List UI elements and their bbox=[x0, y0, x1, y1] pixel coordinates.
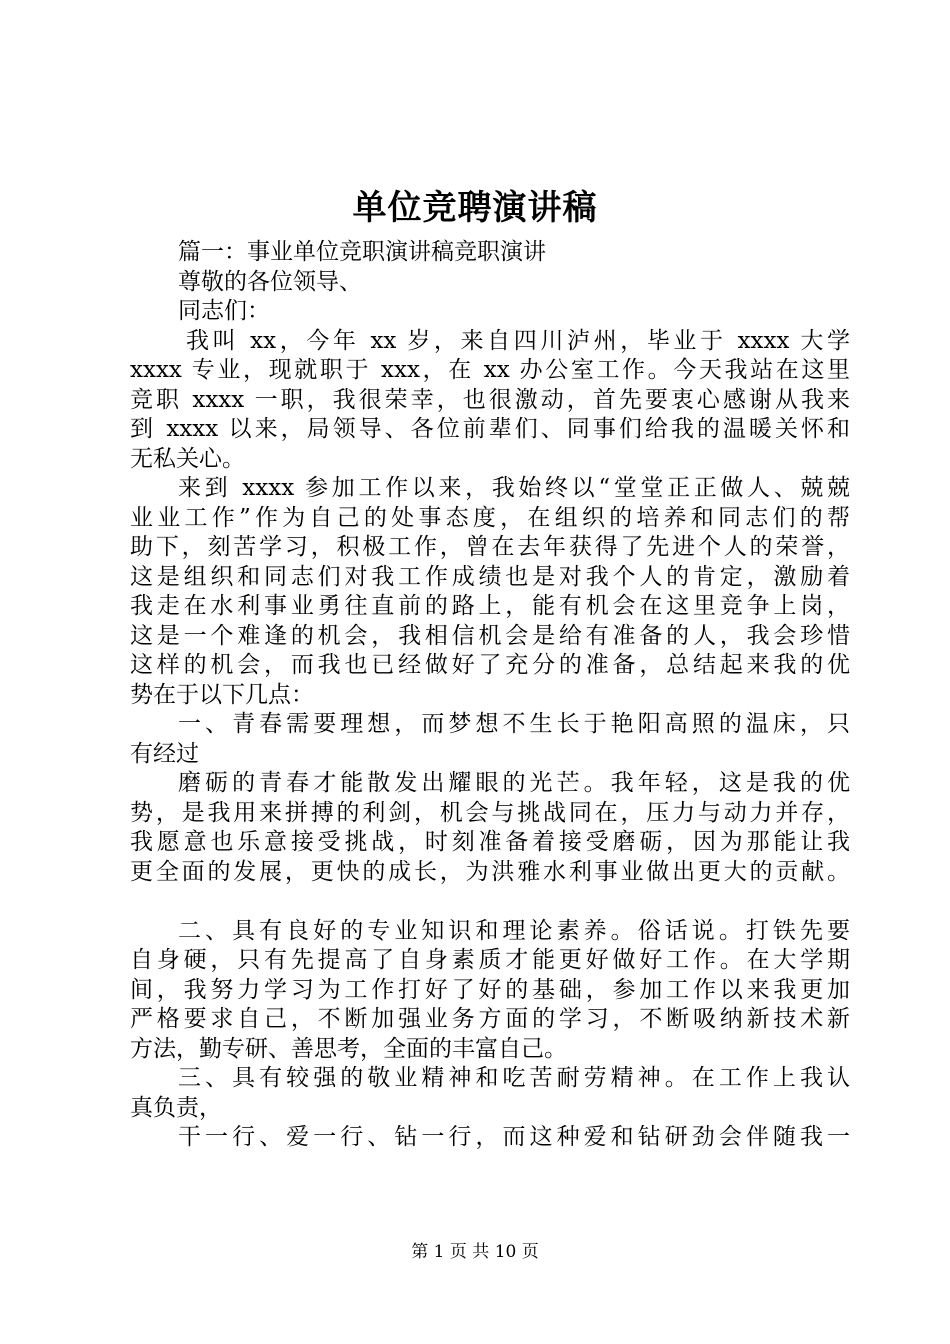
text-line: 助下，刻苦学习，积极工作，曾在去年获得了先进个人的荣誉， bbox=[130, 534, 850, 560]
text-line: 自身硬，只有先提高了自身素质才能更好做好工作。在大学期 bbox=[130, 947, 850, 973]
text-line: 间，我努力学习为工作打好了好的基础，参加工作以来我更加 bbox=[130, 976, 850, 1003]
text-line: 无私关心。 bbox=[130, 445, 245, 472]
document-title: 单位竞聘演讲稿 bbox=[352, 188, 598, 228]
text-line: 一、青春需要理想，而梦想不生长于艳阳高照的温床，只 bbox=[178, 711, 850, 737]
text-line: 干一行、爱一行、钻一行，而这种爱和钻研劲会伴随我一 bbox=[178, 1124, 850, 1150]
text-line: 到 xxxx 以来，局领导、各位前辈们、同事们给我的温暖关怀和 bbox=[130, 416, 850, 442]
text-line: 更全面的发展，更快的成长，为洪雅水利事业做出更大的贡献。 bbox=[130, 858, 850, 885]
text-line: 三、具有较强的敬业精神和吃苦耐劳精神。在工作上我认 bbox=[178, 1065, 850, 1091]
text-line: xxxx 专业，现就职于 xxx，在 xx 办公室工作。今天我站在这里 bbox=[130, 357, 850, 383]
text-line: 篇一：事业单位竞职演讲稿竞职演讲 bbox=[178, 239, 546, 265]
text-line: 同志们： bbox=[178, 298, 270, 324]
text-line: 这是组织和同志们对我工作成绩也是对我个人的肯定，激励着 bbox=[130, 563, 850, 590]
text-line: 来到 xxxx 参加工作以来，我始终以“堂堂正正做人、兢兢 bbox=[178, 475, 850, 501]
text-line: 真负责， bbox=[130, 1094, 222, 1121]
paragraph-gap bbox=[130, 887, 850, 917]
page-number-footer: 第 1 页 共 10 页 bbox=[411, 1242, 539, 1262]
text-line: 尊敬的各位领导、 bbox=[178, 268, 362, 295]
text-line: 竞职 xxxx 一职，我很荣幸，也很激动，首先要衷心感谢从我来 bbox=[130, 386, 850, 413]
text-line: 严格要求自己，不断加强业务方面的学习，不断吸纳新技术新 bbox=[130, 1006, 850, 1032]
text-line: 势在于以下几点： bbox=[130, 681, 314, 708]
text-line: 业业工作”作为自己的处事态度，在组织的培养和同志们的帮 bbox=[130, 504, 850, 531]
text-line: 我走在水利事业勇往直前的路上，能有机会在这里竞争上岗， bbox=[130, 593, 850, 619]
text-line: 势，是我用来拼搏的利剑，机会与挑战同在，压力与动力并存， bbox=[130, 799, 850, 826]
text-line: 这是一个难逢的机会，我相信机会是给有准备的人，我会珍惜 bbox=[130, 622, 850, 649]
text-line: 有经过 bbox=[130, 740, 199, 767]
text-line: 我叫 xx，今年 xx 岁，来自四川泸州，毕业于 xxxx 大学 bbox=[186, 327, 850, 354]
document-body bbox=[130, 238, 850, 1153]
text-line: 二、具有良好的专业知识和理论素养。俗话说。打铁先要 bbox=[178, 917, 850, 944]
text-line: 方法，勤专研、善思考，全面的丰富自己。 bbox=[130, 1035, 567, 1062]
text-line: 我愿意也乐意接受挑战，时刻准备着接受磨砺，因为那能让我 bbox=[130, 829, 850, 855]
text-line: 这样的机会，而我也已经做好了充分的准备，总结起来我的优 bbox=[130, 652, 850, 678]
text-line: 磨砺的青春才能散发出耀眼的光芒。我年轻，这是我的优 bbox=[178, 770, 850, 796]
